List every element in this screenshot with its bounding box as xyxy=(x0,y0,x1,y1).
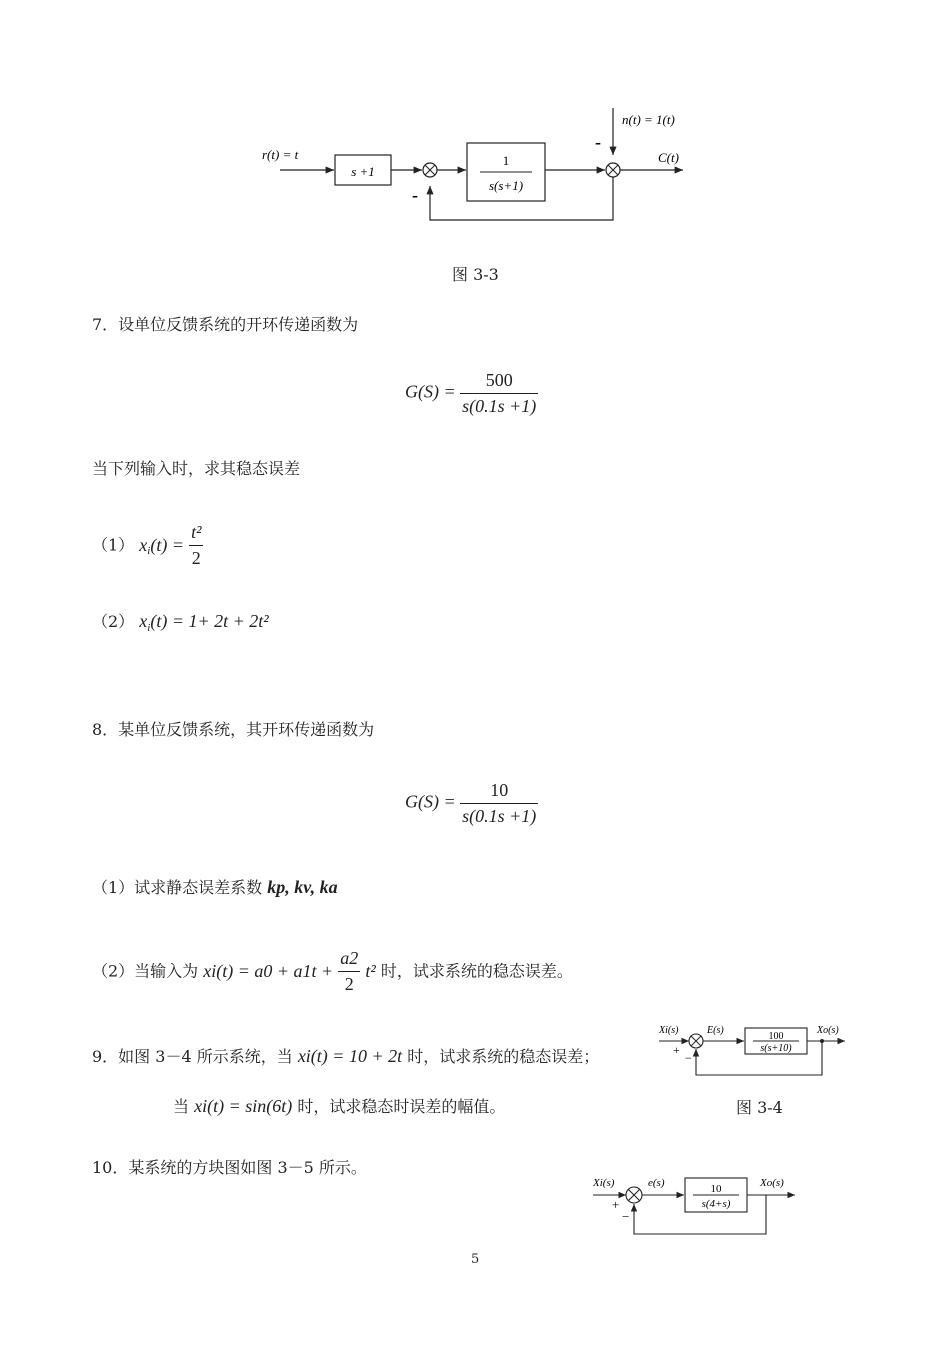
q7-formula-num: 500 xyxy=(485,370,513,390)
q7-item1-label: （1） xyxy=(92,535,135,555)
fig35-block-den: s(4+s) xyxy=(701,1198,731,1210)
q8-item2-math-a: xi(t) = a0 + a1t + xyxy=(203,961,334,981)
q9-math2: xi(t) = sin(6t) xyxy=(194,1096,293,1116)
fig33-output-label: C(t) xyxy=(658,150,679,165)
fig34-plus: + xyxy=(673,1043,680,1057)
fig33-disturbance-minus: - xyxy=(595,132,601,152)
q7-formula xyxy=(405,370,538,417)
q8-formula-lhs: G(S) = xyxy=(405,791,456,812)
fig34-input-label: Xi(s) xyxy=(659,1025,679,1036)
q9-text2: 当 xyxy=(173,1097,190,1116)
q7-item2-lhs: x xyxy=(139,611,148,631)
fig35-plus: + xyxy=(612,1197,620,1212)
q8-item1-text: （1）试求静态误差系数 xyxy=(92,878,263,897)
q7-item1-sub: i xyxy=(147,545,151,558)
q8-formula-den: s(0.1s +1) xyxy=(460,803,538,827)
figure-3-3-caption: 图 3-3 xyxy=(452,265,499,284)
q7-item-2 xyxy=(92,611,269,634)
figure-3-3-diagram xyxy=(250,100,700,230)
fig35-error-label: e(s) xyxy=(648,1177,665,1189)
fig33-block1-label: s +1 xyxy=(351,164,375,179)
q7-item2-sub: i xyxy=(147,622,151,635)
q7-formula-fraction xyxy=(460,370,538,417)
fig34-error-label: E(s) xyxy=(707,1025,724,1036)
q8-item-1 xyxy=(92,877,338,898)
figure-3-5-diagram xyxy=(590,1168,805,1240)
fig35-input-label: Xi(s) xyxy=(593,1177,615,1189)
q7-prompt: 当下列输入时，求其稳态误差 xyxy=(92,459,301,478)
q7-item-1 xyxy=(92,522,203,569)
q8-item2-text: （2）当输入为 xyxy=(92,961,199,981)
figure-3-4-diagram xyxy=(655,1020,855,1082)
q10-text: 10．某系统的方块图如图 3－5 所示。 xyxy=(92,1158,367,1177)
fig33-feedback-minus: - xyxy=(412,185,418,205)
fig35-output-label: Xo(s) xyxy=(760,1177,784,1189)
q8-formula-num: 10 xyxy=(490,780,509,800)
fig33-input-label: r(t) = t xyxy=(262,147,299,162)
q7-formula-lhs: G(S) = xyxy=(405,381,456,402)
fig33-disturbance-label: n(t) = 1(t) xyxy=(622,112,675,127)
figure-3-4-caption: 图 3-4 xyxy=(736,1098,783,1117)
fig34-block-num: 100 xyxy=(768,1031,784,1042)
q8-formula xyxy=(405,780,538,827)
q7-item2-rest: (t) = 1+ 2t + 2t² xyxy=(150,611,269,631)
q7-item1-fraction xyxy=(189,522,203,569)
fig33-block2-num: 1 xyxy=(502,153,510,168)
q7-item1-arg: (t) = xyxy=(150,535,184,555)
fig33-block2-den: s(s+1) xyxy=(488,178,524,193)
fig34-block-den: s(s+10) xyxy=(760,1043,792,1054)
q8-item2-math-b: t² xyxy=(365,961,376,981)
fig35-block-num: 10 xyxy=(710,1183,722,1195)
q8-item2-tail: 时，试求系统的稳态误差。 xyxy=(380,961,573,981)
q9-line-2 xyxy=(173,1096,505,1117)
q7-item1-den: 2 xyxy=(189,545,203,569)
q7-item1-lhs: x xyxy=(139,535,148,555)
q7-item2-label: （2） xyxy=(92,612,135,631)
q8-intro: 8．某单位反馈系统，其开环传递函数为 xyxy=(92,720,375,739)
fig34-output-label: Xo(s) xyxy=(817,1025,839,1036)
q9-text1: 9．如图 3－4 所示系统，当 xyxy=(92,1047,293,1066)
q7-intro: 7．设单位反馈系统的开环传递函数为 xyxy=(92,315,359,334)
q9-tail1: 时，试求系统的稳态误差； xyxy=(407,1047,600,1066)
q7-formula-den: s(0.1s +1) xyxy=(460,393,538,417)
q8-item1-math: kp, kv, ka xyxy=(267,877,338,897)
q8-formula-fraction xyxy=(460,780,538,827)
q8-item2-fraction xyxy=(338,948,360,995)
q8-item-2 xyxy=(92,948,573,995)
fig34-minus: − xyxy=(685,1051,692,1065)
q9-line-1 xyxy=(92,1046,599,1067)
q8-item2-frac-den: 2 xyxy=(338,971,360,995)
fig35-minus: − xyxy=(622,1209,630,1224)
q9-tail2: 时，试求稳态时误差的幅值。 xyxy=(297,1097,506,1116)
page-number: 5 xyxy=(471,1252,480,1267)
q8-item2-frac-num: a2 xyxy=(340,948,359,968)
q9-math1: xi(t) = 10 + 2t xyxy=(297,1046,403,1066)
q7-item1-num: t² xyxy=(191,522,202,542)
